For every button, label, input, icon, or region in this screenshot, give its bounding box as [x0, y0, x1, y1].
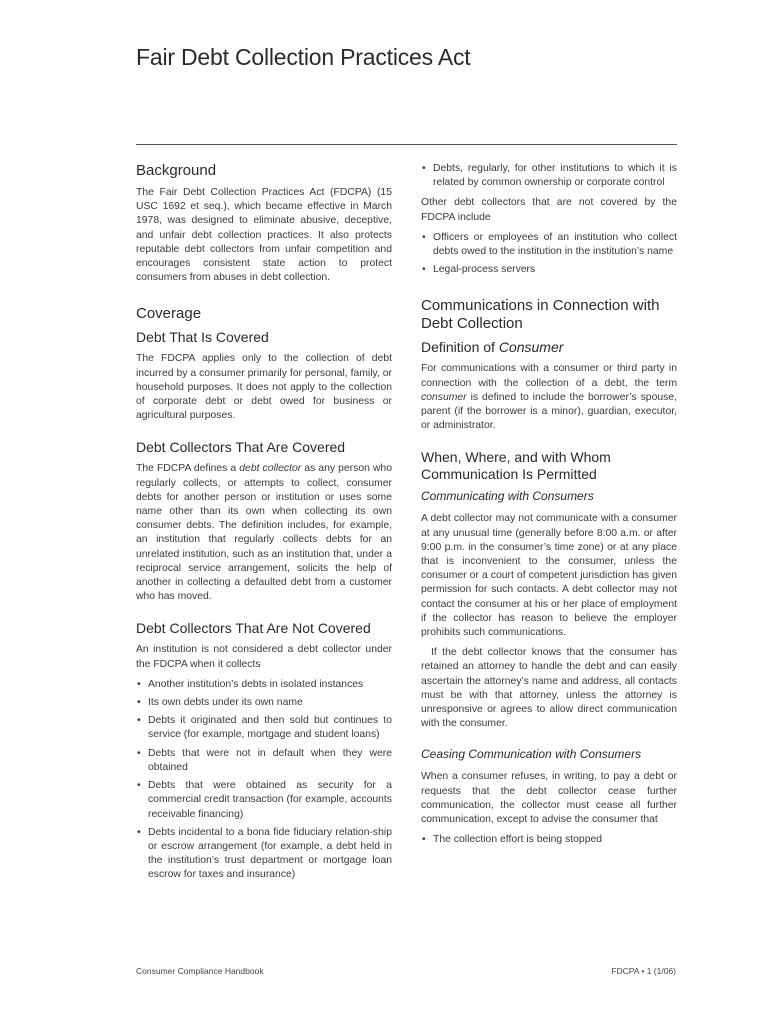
collectors-not-covered-heading: Debt Collectors That Are Not Covered	[136, 620, 371, 637]
coverage-heading: Coverage	[136, 305, 202, 323]
list-item: • Debts that were not in default when they were obtained	[136, 747, 392, 775]
definition-paragraph	[421, 362, 677, 433]
not-covered-list	[136, 678, 392, 883]
not-covered-list-continued	[421, 162, 677, 190]
collectors-covered-text-end: as any person who regularly collects, or attempts to collect, consumer debts for another person or institution or uses some name other than its own when collecting its own consumer debts. The definition includes, for example, an institution that regularly collects debts for an unrelated institution, such as an institution that, under a reciprocal service arrangement, solicits the help of another in collecting a defaulted debt from a customer who has moved.	[136, 463, 392, 603]
background-paragraph: The Fair Debt Collection Practices Act (FDCPA) (15 USC 1692 et seq.), which became effective in March 1978, was designed to eliminate abusive, deceptive, and unfair debt collection practices. It also protects reputable debt collectors from unfair competition and encourages consistent state action to protect consumers from abuses in debt collection.	[136, 187, 392, 284]
list-item: • Debts incidental to a bona fide fiduciary relation-ship or escrow arrangement (for example, a debt held in the institution’s trust department or mortgage loan escrow for taxes and insurance)	[136, 826, 392, 883]
debt-covered-heading: Debt That Is Covered	[136, 329, 269, 346]
footer-handbook-title: Consumer Compliance Handbook	[136, 966, 264, 976]
debt-collector-term: debt collector	[239, 463, 302, 475]
other-collectors-intro: Other debt collectors that are not covered by the FDCPA include	[421, 197, 677, 223]
consumer-term: consumer	[421, 391, 467, 403]
list-item: • Debts it originated and then sold but continues to service (for example, mortgage and student loans)	[136, 714, 392, 742]
list-item: • The collection effort is being stopped	[421, 833, 677, 847]
ceasing-heading: Ceasing Communication with Consumers	[421, 747, 642, 762]
left-column	[136, 162, 392, 889]
definition-heading	[421, 339, 677, 356]
list-item: • Another institution’s debts in isolated instances	[136, 678, 392, 692]
background-heading: Background	[136, 162, 217, 179]
page-title: Fair Debt Collection Practices Act	[136, 44, 471, 70]
list-item: • Legal-process servers	[421, 263, 677, 277]
definition-heading-prefix: Definition of	[421, 339, 499, 356]
ceasing-paragraph: When a consumer refuses, in writing, to pay a debt or requests that the debt collector cease further communication, the collector must cease all further communication, except to advise the consumer that	[421, 771, 677, 826]
footer-page-number: FDCPA • 1 (1/06)	[611, 966, 676, 976]
debt-covered-paragraph: The FDCPA applies only to the collection of debt incurred by a consumer primarily for personal, family, or household purposes. It does not apply to the collection of corporate debt or debt owed for business or agricultural purposes.	[136, 353, 392, 422]
communicating-paragraph-1: A debt collector may not communicate with a consumer at any unusual time (generally before 8:00 a.m. or after 9:00 p.m. in the consumer’s time zone) or at any place that is inconvenient to the consumer, unless the consumer or a court of competent jurisdiction has given permission for such contacts. A debt collector may not contact the consumer at his or her place of employment if the collector has reason to believe the employer prohibits such communications.	[421, 513, 677, 639]
communicating-paragraph-2: If the debt collector knows that the consumer has retained an attorney to handle the debt and can easily ascertain the attorney’s name and address, all contacts must be with that attorney, unless the attorney is unresponsive or agrees to allow direct communication with the consumer.	[421, 647, 677, 730]
right-column	[421, 162, 677, 854]
definition-text-start: For communications with a consumer or third party in connection with the collection of a debt, the term	[421, 363, 677, 389]
list-item: • Officers or employees of an institution who collect debts owed to the institution in the institution’s name	[421, 231, 677, 259]
collectors-covered-text-start: The FDCPA defines a	[136, 463, 240, 475]
collectors-covered-heading: Debt Collectors That Are Covered	[136, 439, 346, 456]
ceasing-list	[421, 833, 677, 847]
title-divider	[136, 144, 677, 145]
communications-heading: Communications in Connection with Debt Collection	[421, 297, 660, 333]
collectors-not-covered-intro: An institution is not considered a debt collector under the FDCPA when it collects	[136, 644, 392, 670]
other-collectors-list	[421, 231, 677, 278]
definition-text-end: is defined to include the borrower’s spouse, parent (if the borrower is a minor), guardian, executor, or administrator.	[421, 391, 677, 432]
list-item: • Debts, regularly, for other institutions to which it is related by common ownership or corporate control	[421, 162, 677, 190]
list-item: • Its own debts under its own name	[136, 696, 392, 710]
communicating-heading: Communicating with Consumers	[421, 489, 594, 504]
collectors-covered-paragraph	[136, 462, 392, 604]
definition-heading-term: Consumer	[498, 339, 564, 356]
when-where-heading: When, Where, and with Whom Communication Is Permitted	[421, 449, 611, 483]
list-item: • Debts that were obtained as security for a commercial credit transaction (for example, accounts receivable financing)	[136, 779, 392, 822]
